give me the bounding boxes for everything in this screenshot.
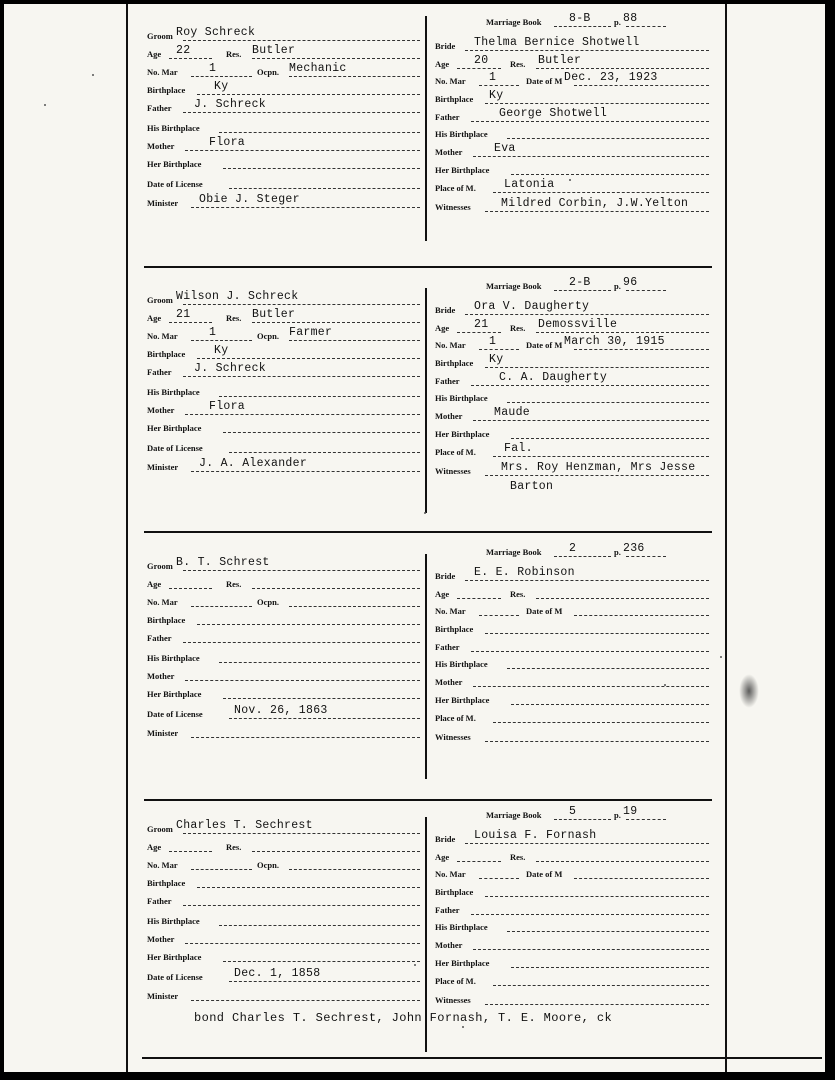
groom-birthplace-line <box>197 94 420 95</box>
groom-groom-value: B. T. Schrest <box>176 556 270 569</box>
groom-age-line <box>169 851 212 852</box>
bride-birthplace-label: Birthplace <box>435 887 474 897</box>
groom-mother-value: Flora <box>209 400 246 413</box>
groom-father-label: Father <box>147 103 172 113</box>
bride-age-label: Age <box>435 323 450 333</box>
bride-date-of-m-label: Date of M <box>526 340 563 350</box>
bride-p-label: p. <box>614 547 621 557</box>
bride-his-birthplace-line <box>507 138 709 139</box>
bride-mother-value: Eva <box>494 142 516 155</box>
bride-p-value: 19 <box>623 805 638 818</box>
groom-father-line <box>183 905 420 906</box>
groom-mother-label: Mother <box>147 671 175 681</box>
bride-father-label: Father <box>435 376 460 386</box>
bride-no-mar-line <box>479 349 519 350</box>
bride-father-line <box>471 651 709 652</box>
bride-date-of-m-line <box>574 85 709 86</box>
groom-no-mar-line <box>191 76 252 77</box>
bride-mother-line <box>473 949 709 950</box>
bride-bride-line <box>465 580 709 581</box>
groom-date-of-license-label: Date of License <box>147 709 203 719</box>
bride-age-label: Age <box>435 852 450 862</box>
bride-her-birthplace-label: Her Birthplace <box>435 165 490 175</box>
groom-date-of-license-line <box>229 188 420 189</box>
groom-father-label: Father <box>147 896 172 906</box>
bride-no-mar-value: 1 <box>489 335 497 348</box>
bride-no-mar-label: No. Mar <box>435 76 466 86</box>
bride-bride-line <box>465 50 709 51</box>
record-page <box>4 4 825 1072</box>
scan-speck <box>92 74 94 76</box>
bride-mother-label: Mother <box>435 940 463 950</box>
groom-no-mar-line <box>191 606 252 607</box>
groom-minister-label: Minister <box>147 991 179 1001</box>
bride-birthplace-label: Birthplace <box>435 624 474 634</box>
groom-age-label: Age <box>147 579 162 589</box>
groom-father-value: J. Schreck <box>194 362 267 375</box>
bride-father-label: Father <box>435 112 460 122</box>
bride-place-of-m-label: Place of M. <box>435 976 476 986</box>
groom-no-mar-line <box>191 869 252 870</box>
scan-speck <box>569 179 571 181</box>
bride-her-birthplace-line <box>511 967 709 968</box>
bride-witnesses-value: Mildred Corbin, J.W.Yelton <box>501 197 689 210</box>
bride-birthplace-line <box>485 633 709 634</box>
bride-res-line <box>536 598 709 599</box>
bride-mother-value: Maude <box>494 406 531 419</box>
scan-speck <box>414 964 416 966</box>
groom-ocpn-line <box>289 869 420 870</box>
groom-groom-label: Groom <box>147 824 173 834</box>
groom-his-birthplace-line <box>219 925 420 926</box>
groom-date-of-license-label: Date of License <box>147 179 203 189</box>
bride-age-value: 20 <box>474 54 489 67</box>
bride-date-of-m-label: Date of M <box>526 606 563 616</box>
groom-mother-label: Mother <box>147 405 175 415</box>
bride-no-mar-label: No. Mar <box>435 869 466 879</box>
groom-ocpn-line <box>289 606 420 607</box>
bride-p-line <box>626 290 666 291</box>
groom-birthplace-value: Ky <box>214 344 229 357</box>
groom-minister-label: Minister <box>147 728 179 738</box>
groom-age-value: 22 <box>176 44 191 57</box>
groom-minister-label: Minister <box>147 198 179 208</box>
bride-marriage-book-line <box>554 290 611 291</box>
bride-no-mar-label: No. Mar <box>435 340 466 350</box>
bride-no-mar-line <box>479 615 519 616</box>
bride-birthplace-label: Birthplace <box>435 94 474 104</box>
bride-witnesses-label: Witnesses <box>435 995 471 1005</box>
groom-minister-line <box>191 1000 420 1001</box>
groom-father-line <box>183 642 420 643</box>
groom-ocpn-line <box>289 340 420 341</box>
groom-mother-label: Mother <box>147 141 175 151</box>
bride-her-birthplace-line <box>511 438 709 439</box>
groom-age-label: Age <box>147 313 162 323</box>
groom-father-label: Father <box>147 633 172 643</box>
groom-date-of-license-line <box>229 718 420 719</box>
bride-witnesses-label: Witnesses <box>435 732 471 742</box>
bride-age-value: 21 <box>474 318 489 331</box>
bride-bride-value: Ora V. Daugherty <box>474 300 590 313</box>
groom-ocpn-line <box>289 76 420 77</box>
bride-marriage-book-line <box>554 819 611 820</box>
bond-note: bond Charles T. Sechrest, John Fornash, T. E. Moore, ck <box>194 1011 613 1025</box>
bride-father-value: C. A. Daugherty <box>499 371 608 384</box>
bride-bride-line <box>465 314 709 315</box>
bride-date-of-m-line <box>574 878 709 879</box>
groom-age-label: Age <box>147 49 162 59</box>
bride-witnesses-line <box>485 211 709 212</box>
bride-father-value: George Shotwell <box>499 107 608 120</box>
groom-groom-line <box>183 833 420 834</box>
bride-her-birthplace-label: Her Birthplace <box>435 429 490 439</box>
bride-his-birthplace-label: His Birthplace <box>435 659 488 669</box>
groom-birthplace-line <box>197 624 420 625</box>
column-divider <box>425 554 427 779</box>
scan-speck <box>424 512 426 514</box>
groom-age-label: Age <box>147 842 162 852</box>
groom-age-value: 21 <box>176 308 191 321</box>
bride-res-label: Res. <box>510 589 526 599</box>
groom-his-birthplace-label: His Birthplace <box>147 653 200 663</box>
groom-date-of-license-value: Nov. 26, 1863 <box>234 704 328 717</box>
groom-mother-line <box>185 680 420 681</box>
groom-res-value: Butler <box>252 308 296 321</box>
groom-minister-value: Obie J. Steger <box>199 193 300 206</box>
groom-ocpn-label: Ocpn. <box>257 860 279 870</box>
bride-witnesses-cont-value: Barton <box>510 480 554 493</box>
bride-age-label: Age <box>435 59 450 69</box>
bride-res-line <box>536 861 709 862</box>
bride-father-line <box>471 385 709 386</box>
groom-father-value: J. Schreck <box>194 98 267 111</box>
bride-birthplace-line <box>485 103 709 104</box>
groom-her-birthplace-line <box>223 432 420 433</box>
groom-her-birthplace-label: Her Birthplace <box>147 423 202 433</box>
bride-res-label: Res. <box>510 323 526 333</box>
groom-groom-value: Wilson J. Schreck <box>176 290 299 303</box>
bride-birthplace-value: Ky <box>489 89 504 102</box>
groom-mother-value: Flora <box>209 136 246 149</box>
bride-marriage-book-label: Marriage Book <box>486 547 542 557</box>
bride-witnesses-line <box>485 1004 709 1005</box>
bride-his-birthplace-line <box>507 402 709 403</box>
bride-birthplace-line <box>485 896 709 897</box>
bride-bride-value: Louisa F. Fornash <box>474 829 597 842</box>
bride-birthplace-label: Birthplace <box>435 358 474 368</box>
bride-mother-label: Mother <box>435 677 463 687</box>
bride-res-value: Butler <box>538 54 582 67</box>
groom-his-birthplace-line <box>219 662 420 663</box>
bride-p-label: p. <box>614 281 621 291</box>
groom-groom-label: Groom <box>147 295 173 305</box>
groom-date-of-license-value: Dec. 1, 1858 <box>234 967 321 980</box>
groom-minister-line <box>191 737 420 738</box>
groom-age-line <box>169 322 212 323</box>
bride-marriage-book-label: Marriage Book <box>486 17 542 27</box>
groom-her-birthplace-label: Her Birthplace <box>147 689 202 699</box>
groom-her-birthplace-line <box>223 698 420 699</box>
groom-no-mar-value: 1 <box>209 62 217 75</box>
groom-no-mar-label: No. Mar <box>147 860 178 870</box>
bride-date-of-m-value: March 30, 1915 <box>564 335 665 348</box>
bride-father-line <box>471 914 709 915</box>
bride-place-of-m-line <box>493 456 709 457</box>
groom-groom-label: Groom <box>147 31 173 41</box>
bride-marriage-book-line <box>554 556 611 557</box>
bride-p-line <box>626 556 666 557</box>
bride-res-label: Res. <box>510 852 526 862</box>
bride-witnesses-value: Mrs. Roy Henzman, Mrs Jesse <box>501 461 696 474</box>
bride-res-value: Demossville <box>538 318 618 331</box>
bride-birthplace-line <box>485 367 709 368</box>
bride-father-label: Father <box>435 642 460 652</box>
groom-father-line <box>183 376 420 377</box>
bride-p-label: p. <box>614 17 621 27</box>
groom-mother-line <box>185 943 420 944</box>
bride-p-line <box>626 819 666 820</box>
bride-her-birthplace-line <box>511 704 709 705</box>
bride-place-of-m-line <box>493 985 709 986</box>
bride-marriage-book-label: Marriage Book <box>486 281 542 291</box>
bride-his-birthplace-label: His Birthplace <box>435 393 488 403</box>
groom-birthplace-value: Ky <box>214 80 229 93</box>
bride-bride-label: Bride <box>435 571 456 581</box>
groom-no-mar-label: No. Mar <box>147 331 178 341</box>
bride-date-of-m-label: Date of M <box>526 76 563 86</box>
column-divider <box>425 16 427 241</box>
groom-ocpn-value: Farmer <box>289 326 333 339</box>
groom-no-mar-line <box>191 340 252 341</box>
groom-res-label: Res. <box>226 579 242 589</box>
groom-groom-line <box>183 40 420 41</box>
bride-witnesses-line <box>485 741 709 742</box>
groom-her-birthplace-line <box>223 168 420 169</box>
groom-age-line <box>169 588 212 589</box>
bride-witnesses-line <box>485 475 709 476</box>
bride-his-birthplace-label: His Birthplace <box>435 129 488 139</box>
bride-date-of-m-label: Date of M <box>526 869 563 879</box>
bride-age-line <box>457 861 501 862</box>
groom-groom-label: Groom <box>147 561 173 571</box>
groom-minister-value: J. A. Alexander <box>199 457 308 470</box>
groom-minister-label: Minister <box>147 462 179 472</box>
groom-birthplace-label: Birthplace <box>147 349 186 359</box>
bride-mother-line <box>473 156 709 157</box>
groom-res-line <box>252 58 420 59</box>
bride-place-of-m-value: Fal. <box>504 442 533 455</box>
bride-mother-label: Mother <box>435 411 463 421</box>
bride-date-of-m-line <box>574 349 709 350</box>
groom-minister-line <box>191 207 420 208</box>
scan-speck <box>664 684 666 686</box>
scan-speck <box>44 104 46 106</box>
record-divider <box>144 799 712 801</box>
bride-no-mar-value: 1 <box>489 71 497 84</box>
groom-birthplace-label: Birthplace <box>147 615 186 625</box>
bride-witnesses-label: Witnesses <box>435 466 471 476</box>
groom-father-line <box>183 112 420 113</box>
groom-birthplace-line <box>197 887 420 888</box>
bride-mother-line <box>473 420 709 421</box>
bride-her-birthplace-label: Her Birthplace <box>435 958 490 968</box>
groom-res-value: Butler <box>252 44 296 57</box>
groom-res-line <box>252 588 420 589</box>
bride-age-line <box>457 598 501 599</box>
bride-age-label: Age <box>435 589 450 599</box>
bride-mother-line <box>473 686 709 687</box>
bride-bride-label: Bride <box>435 41 456 51</box>
groom-birthplace-label: Birthplace <box>147 85 186 95</box>
bride-p-value: 96 <box>623 276 638 289</box>
bride-bride-value: Thelma Bernice Shotwell <box>474 36 640 49</box>
groom-date-of-license-line <box>229 452 420 453</box>
left-margin-rule <box>126 4 128 1072</box>
bride-father-label: Father <box>435 905 460 915</box>
groom-her-birthplace-label: Her Birthplace <box>147 952 202 962</box>
bride-age-line <box>457 332 501 333</box>
record-divider <box>144 531 712 533</box>
bride-marriage-book-value: 8-B <box>569 12 591 25</box>
groom-groom-line <box>183 570 420 571</box>
bride-mother-label: Mother <box>435 147 463 157</box>
groom-no-mar-value: 1 <box>209 326 217 339</box>
bride-marriage-book-value: 2 <box>569 542 577 555</box>
bride-no-mar-line <box>479 878 519 879</box>
bride-her-birthplace-line <box>511 174 709 175</box>
groom-age-line <box>169 58 212 59</box>
groom-birthplace-label: Birthplace <box>147 878 186 888</box>
bride-his-birthplace-label: His Birthplace <box>435 922 488 932</box>
bride-marriage-book-value: 5 <box>569 805 577 818</box>
bride-res-line <box>536 68 709 69</box>
groom-res-label: Res. <box>226 313 242 323</box>
groom-ocpn-label: Ocpn. <box>257 597 279 607</box>
bride-her-birthplace-label: Her Birthplace <box>435 695 490 705</box>
column-divider <box>425 288 427 513</box>
groom-date-of-license-line <box>229 981 420 982</box>
bride-res-line <box>536 332 709 333</box>
groom-mother-line <box>185 150 420 151</box>
groom-groom-value: Charles T. Sechrest <box>176 819 313 832</box>
right-margin-rule <box>725 4 727 1072</box>
bride-place-of-m-label: Place of M. <box>435 447 476 457</box>
bride-place-of-m-line <box>493 722 709 723</box>
bride-marriage-book-label: Marriage Book <box>486 810 542 820</box>
groom-res-line <box>252 851 420 852</box>
bottom-rule <box>142 1057 822 1059</box>
groom-her-birthplace-line <box>223 961 420 962</box>
groom-his-birthplace-label: His Birthplace <box>147 916 200 926</box>
bride-date-of-m-line <box>574 615 709 616</box>
groom-his-birthplace-line <box>219 396 420 397</box>
groom-ocpn-value: Mechanic <box>289 62 347 75</box>
groom-birthplace-line <box>197 358 420 359</box>
groom-no-mar-label: No. Mar <box>147 67 178 77</box>
groom-minister-line <box>191 471 420 472</box>
groom-groom-value: Roy Schreck <box>176 26 256 39</box>
groom-mother-label: Mother <box>147 934 175 944</box>
groom-res-label: Res. <box>226 49 242 59</box>
groom-mother-line <box>185 414 420 415</box>
bride-p-value: 236 <box>623 542 645 555</box>
groom-res-line <box>252 322 420 323</box>
bride-marriage-book-value: 2-B <box>569 276 591 289</box>
groom-his-birthplace-line <box>219 132 420 133</box>
groom-date-of-license-label: Date of License <box>147 972 203 982</box>
bride-p-value: 88 <box>623 12 638 25</box>
groom-father-label: Father <box>147 367 172 377</box>
bride-birthplace-value: Ky <box>489 353 504 366</box>
bride-his-birthplace-line <box>507 931 709 932</box>
groom-ocpn-label: Ocpn. <box>257 331 279 341</box>
bride-res-label: Res. <box>510 59 526 69</box>
groom-her-birthplace-label: Her Birthplace <box>147 159 202 169</box>
bride-date-of-m-value: Dec. 23, 1923 <box>564 71 658 84</box>
groom-his-birthplace-label: His Birthplace <box>147 387 200 397</box>
groom-ocpn-label: Ocpn. <box>257 67 279 77</box>
bride-place-of-m-label: Place of M. <box>435 713 476 723</box>
groom-res-label: Res. <box>226 842 242 852</box>
groom-groom-line <box>183 304 420 305</box>
bride-bride-value: E. E. Robinson <box>474 566 575 579</box>
groom-his-birthplace-label: His Birthplace <box>147 123 200 133</box>
ink-smudge <box>739 674 759 708</box>
scan-speck <box>720 656 722 658</box>
bride-father-line <box>471 121 709 122</box>
groom-date-of-license-label: Date of License <box>147 443 203 453</box>
bride-marriage-book-line <box>554 26 611 27</box>
groom-no-mar-label: No. Mar <box>147 597 178 607</box>
bride-place-of-m-value: Latonia <box>504 178 555 191</box>
bride-his-birthplace-line <box>507 668 709 669</box>
bride-place-of-m-line <box>493 192 709 193</box>
bride-no-mar-line <box>479 85 519 86</box>
bride-bride-label: Bride <box>435 305 456 315</box>
scan-speck <box>462 1026 464 1028</box>
bride-bride-label: Bride <box>435 834 456 844</box>
bride-bride-line <box>465 843 709 844</box>
bride-witnesses-label: Witnesses <box>435 202 471 212</box>
record-divider <box>144 266 712 268</box>
bride-place-of-m-label: Place of M. <box>435 183 476 193</box>
bride-no-mar-label: No. Mar <box>435 606 466 616</box>
bride-age-line <box>457 68 501 69</box>
bride-p-line <box>626 26 666 27</box>
bride-p-label: p. <box>614 810 621 820</box>
